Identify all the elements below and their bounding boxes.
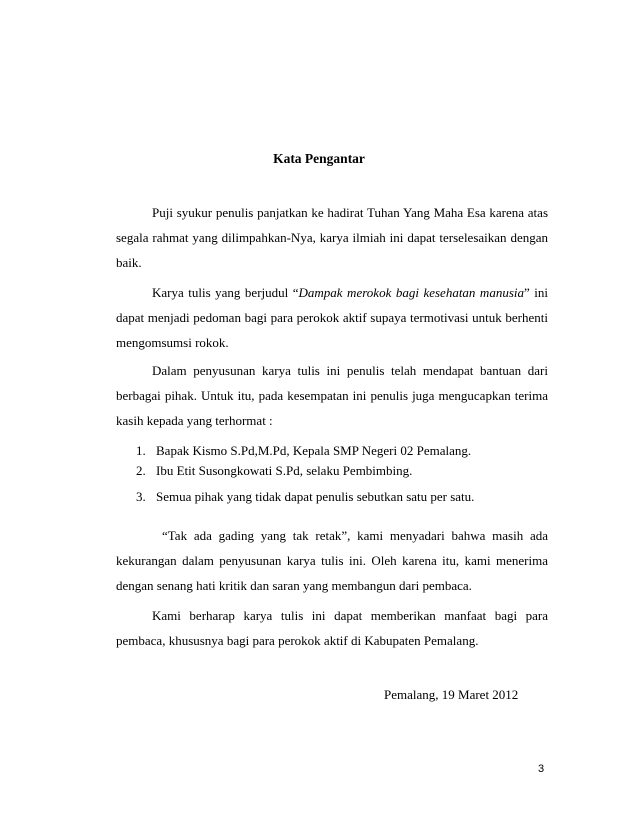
list-item xyxy=(136,489,474,505)
paragraph-opening: Puji syukur penulis panjatkan ke hadirat Tuhan Yang Maha Esa karena atas segala rahmat yang dilimpahkan-Nya, karya ilmiah ini dapat terselesaikan dengan baik. xyxy=(116,205,548,270)
list-item-number: 3. xyxy=(136,489,146,504)
paragraph-text-before: Karya tulis yang berjudul “ xyxy=(152,285,299,300)
paragraph-text-after: ” ini dapat menjadi pedoman bagi para perokok aktif supaya termotivasi untuk berhenti mengomsumsi rokok. xyxy=(116,285,548,350)
list-item-text: Bapak Kismo S.Pd,M.Pd, Kepala SMP Negeri 02 Pemalang. xyxy=(156,443,472,458)
list-item xyxy=(136,443,471,459)
paper-title-italic: Dampak merokok bagi kesehatan manusia xyxy=(298,285,524,300)
paragraph-title-reference xyxy=(116,280,548,355)
page-title: Kata Pengantar xyxy=(273,151,365,166)
list-item-number: 2. xyxy=(136,463,146,478)
paragraph-closing-remarks: “Tak ada gading yang tak retak”, kami menyadari bahwa masih ada kekurangan dalam penyusunan karya tulis ini. Oleh karena itu, kami menerima dengan senang hati kritik dan saran yang membangun dari pembaca. xyxy=(116,528,548,593)
list-item xyxy=(136,463,412,479)
list-item-text: Semua pihak yang tidak dapat penulis sebutkan satu per satu. xyxy=(156,489,475,504)
paragraph-acknowledgement: Dalam penyusunan karya tulis ini penulis telah mendapat bantuan dari berbagai pihak. Untuk itu, pada kesempatan ini penulis juga mengucapkan terima kasih kepada yang terhormat : xyxy=(116,363,548,428)
paragraph-hope: Kami berharap karya tulis ini dapat memberikan manfaat bagi para pembaca, khususnya bagi para perokok aktif di Kabupaten Pemalang. xyxy=(116,608,548,648)
list-item-text: Ibu Etit Susongkowati S.Pd, selaku Pembimbing. xyxy=(156,463,413,478)
list-item-number: 1. xyxy=(136,443,146,458)
page-number: 3 xyxy=(538,763,545,775)
signature-place-date: Pemalang, 19 Maret 2012 xyxy=(384,687,519,702)
